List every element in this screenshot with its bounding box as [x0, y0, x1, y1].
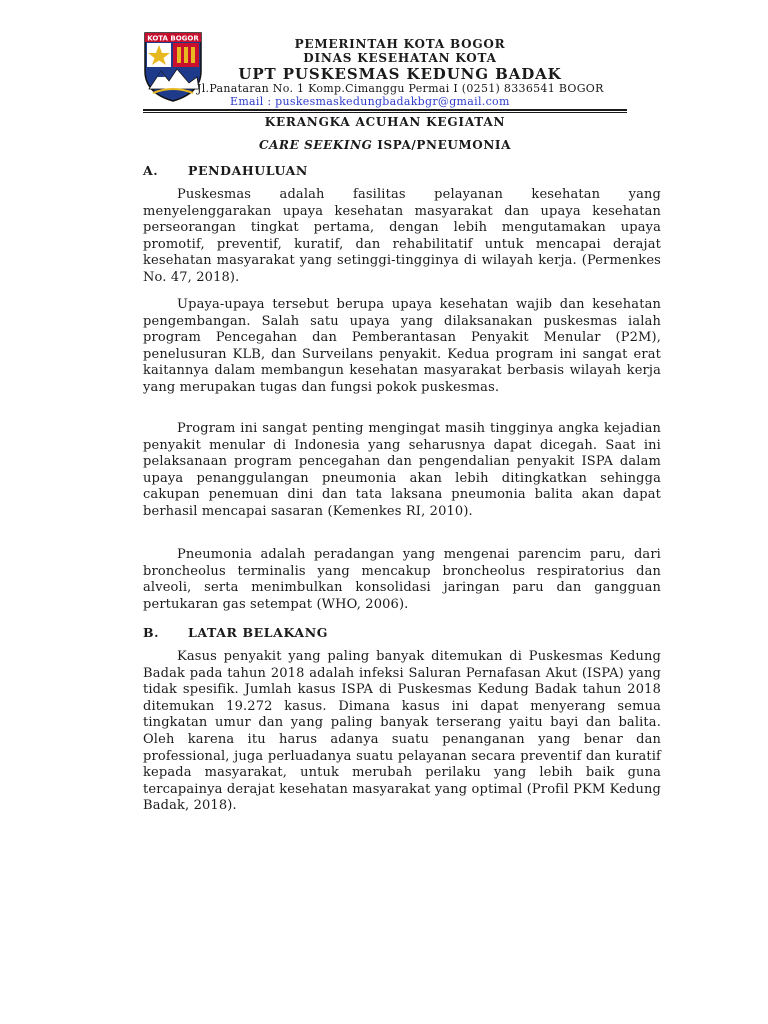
section-b-title: LATAR BELAKANG [188, 625, 328, 640]
letterhead-government: PEMERINTAH KOTA BOGOR [294, 37, 506, 51]
logo-text: KOTA BOGOR [147, 34, 199, 43]
document-subtitle [143, 138, 627, 152]
section-b-number: B. [143, 625, 160, 640]
paragraph: Puskesmas adalah fasilitas pelayanan kesehatan yang menyelenggarakan upaya kesehatan masyarakat dan upaya kesehatan perseorangan tingkat pertama, dengan lebih mengutamakan upaya promotif, preventif, kuratif, dan rehabilitatif untuk mencapai derajat kesehatan masyarakat yang setinggi-tingginya di wilayah kerja. (Permenkes No. 47, 2018). [143, 187, 661, 285]
paragraph: Pneumonia adalah peradangan yang mengenai parencim paru, dari broncheolus terminalis yang mencakup broncheolus respiratorius dan alveoli, serta menimbulkan konsolidasi jaringan paru dan gangguan pertukaran gas setempat (WHO, 2006). [143, 547, 661, 612]
letterhead-rule-thick [143, 109, 627, 111]
subtitle-italic: CARE SEEKING [258, 138, 373, 152]
section-a-number: A. [143, 163, 159, 178]
kota-bogor-logo [143, 31, 203, 103]
letterhead-address: Jl.Panataran No. 1 Komp.Cimanggu Permai I (0251) 8336541 BOGOR [197, 82, 604, 95]
paragraph: Upaya-upaya tersebut berupa upaya kesehatan wajib dan kesehatan pengembangan. Salah satu upaya yang dilaksanakan puskesmas ialah program Pencegahan dan Pemberantasan Penyakit Menular (P2M), penelusuran KLB, dan Surveilans penyakit. Kedua program ini sangat erat kaitannya dalam membangun kesehatan masyarakat berbasis wilayah kerja yang merupakan tugas dan fungsi pokok puskesmas. [143, 297, 661, 395]
paragraph: Kasus penyakit yang paling banyak ditemukan di Puskesmas Kedung Badak pada tahun 2018 adalah infeksi Saluran Pernafasan Akut (ISPA) yang tidak spesifik. Jumlah kasus ISPA di Puskesmas Kedung Badak tahun 2018 ditemukan 19.272 kasus. Dimana kasus ini dapat menyerang semua tingkatan umur dan yang paling banyak terserang yaitu bayi dan balita. Oleh karena itu harus adanya suatu penanganan yang benar dan professional, juga perluadanya suatu pelayanan secara preventif dan kuratif kepada masyarakat, untuk merubah perilaku yang lebih baik guna tercapainya derajat kesehatan masyarakat yang optimal (Profil PKM Kedung Badak, 2018). [143, 649, 661, 814]
letterhead-institution: UPT PUSKESMAS KEDUNG BADAK [238, 65, 562, 83]
letterhead-rule-thin [143, 112, 627, 113]
letterhead-email[interactable]: Email : puskesmaskedungbadakbgr@gmail.com [230, 95, 510, 108]
paragraph: Program ini sangat penting mengingat masih tingginya angka kejadian penyakit menular di Indonesia yang seharusnya dapat dicegah. Saat ini pelaksanaan program pencegahan dan pengendalian penyakit ISPA dalam upaya penanggulangan pneumonia akan lebih ditingkatkan sehingga cakupan penemuan dini dan tata laksana pneumonia balita akan dapat berhasil mencapai sasaran (Kemenkes RI, 2010). [143, 421, 661, 519]
document-title: KERANGKA ACUHAN KEGIATAN [264, 115, 506, 129]
section-a-heading [143, 163, 308, 178]
section-b-heading [143, 625, 328, 640]
section-a-title: PENDAHULUAN [188, 163, 308, 178]
subtitle-rest: ISPA/PNEUMONIA [372, 138, 512, 152]
letterhead-department: DINAS KESEHATAN KOTA [303, 51, 497, 65]
